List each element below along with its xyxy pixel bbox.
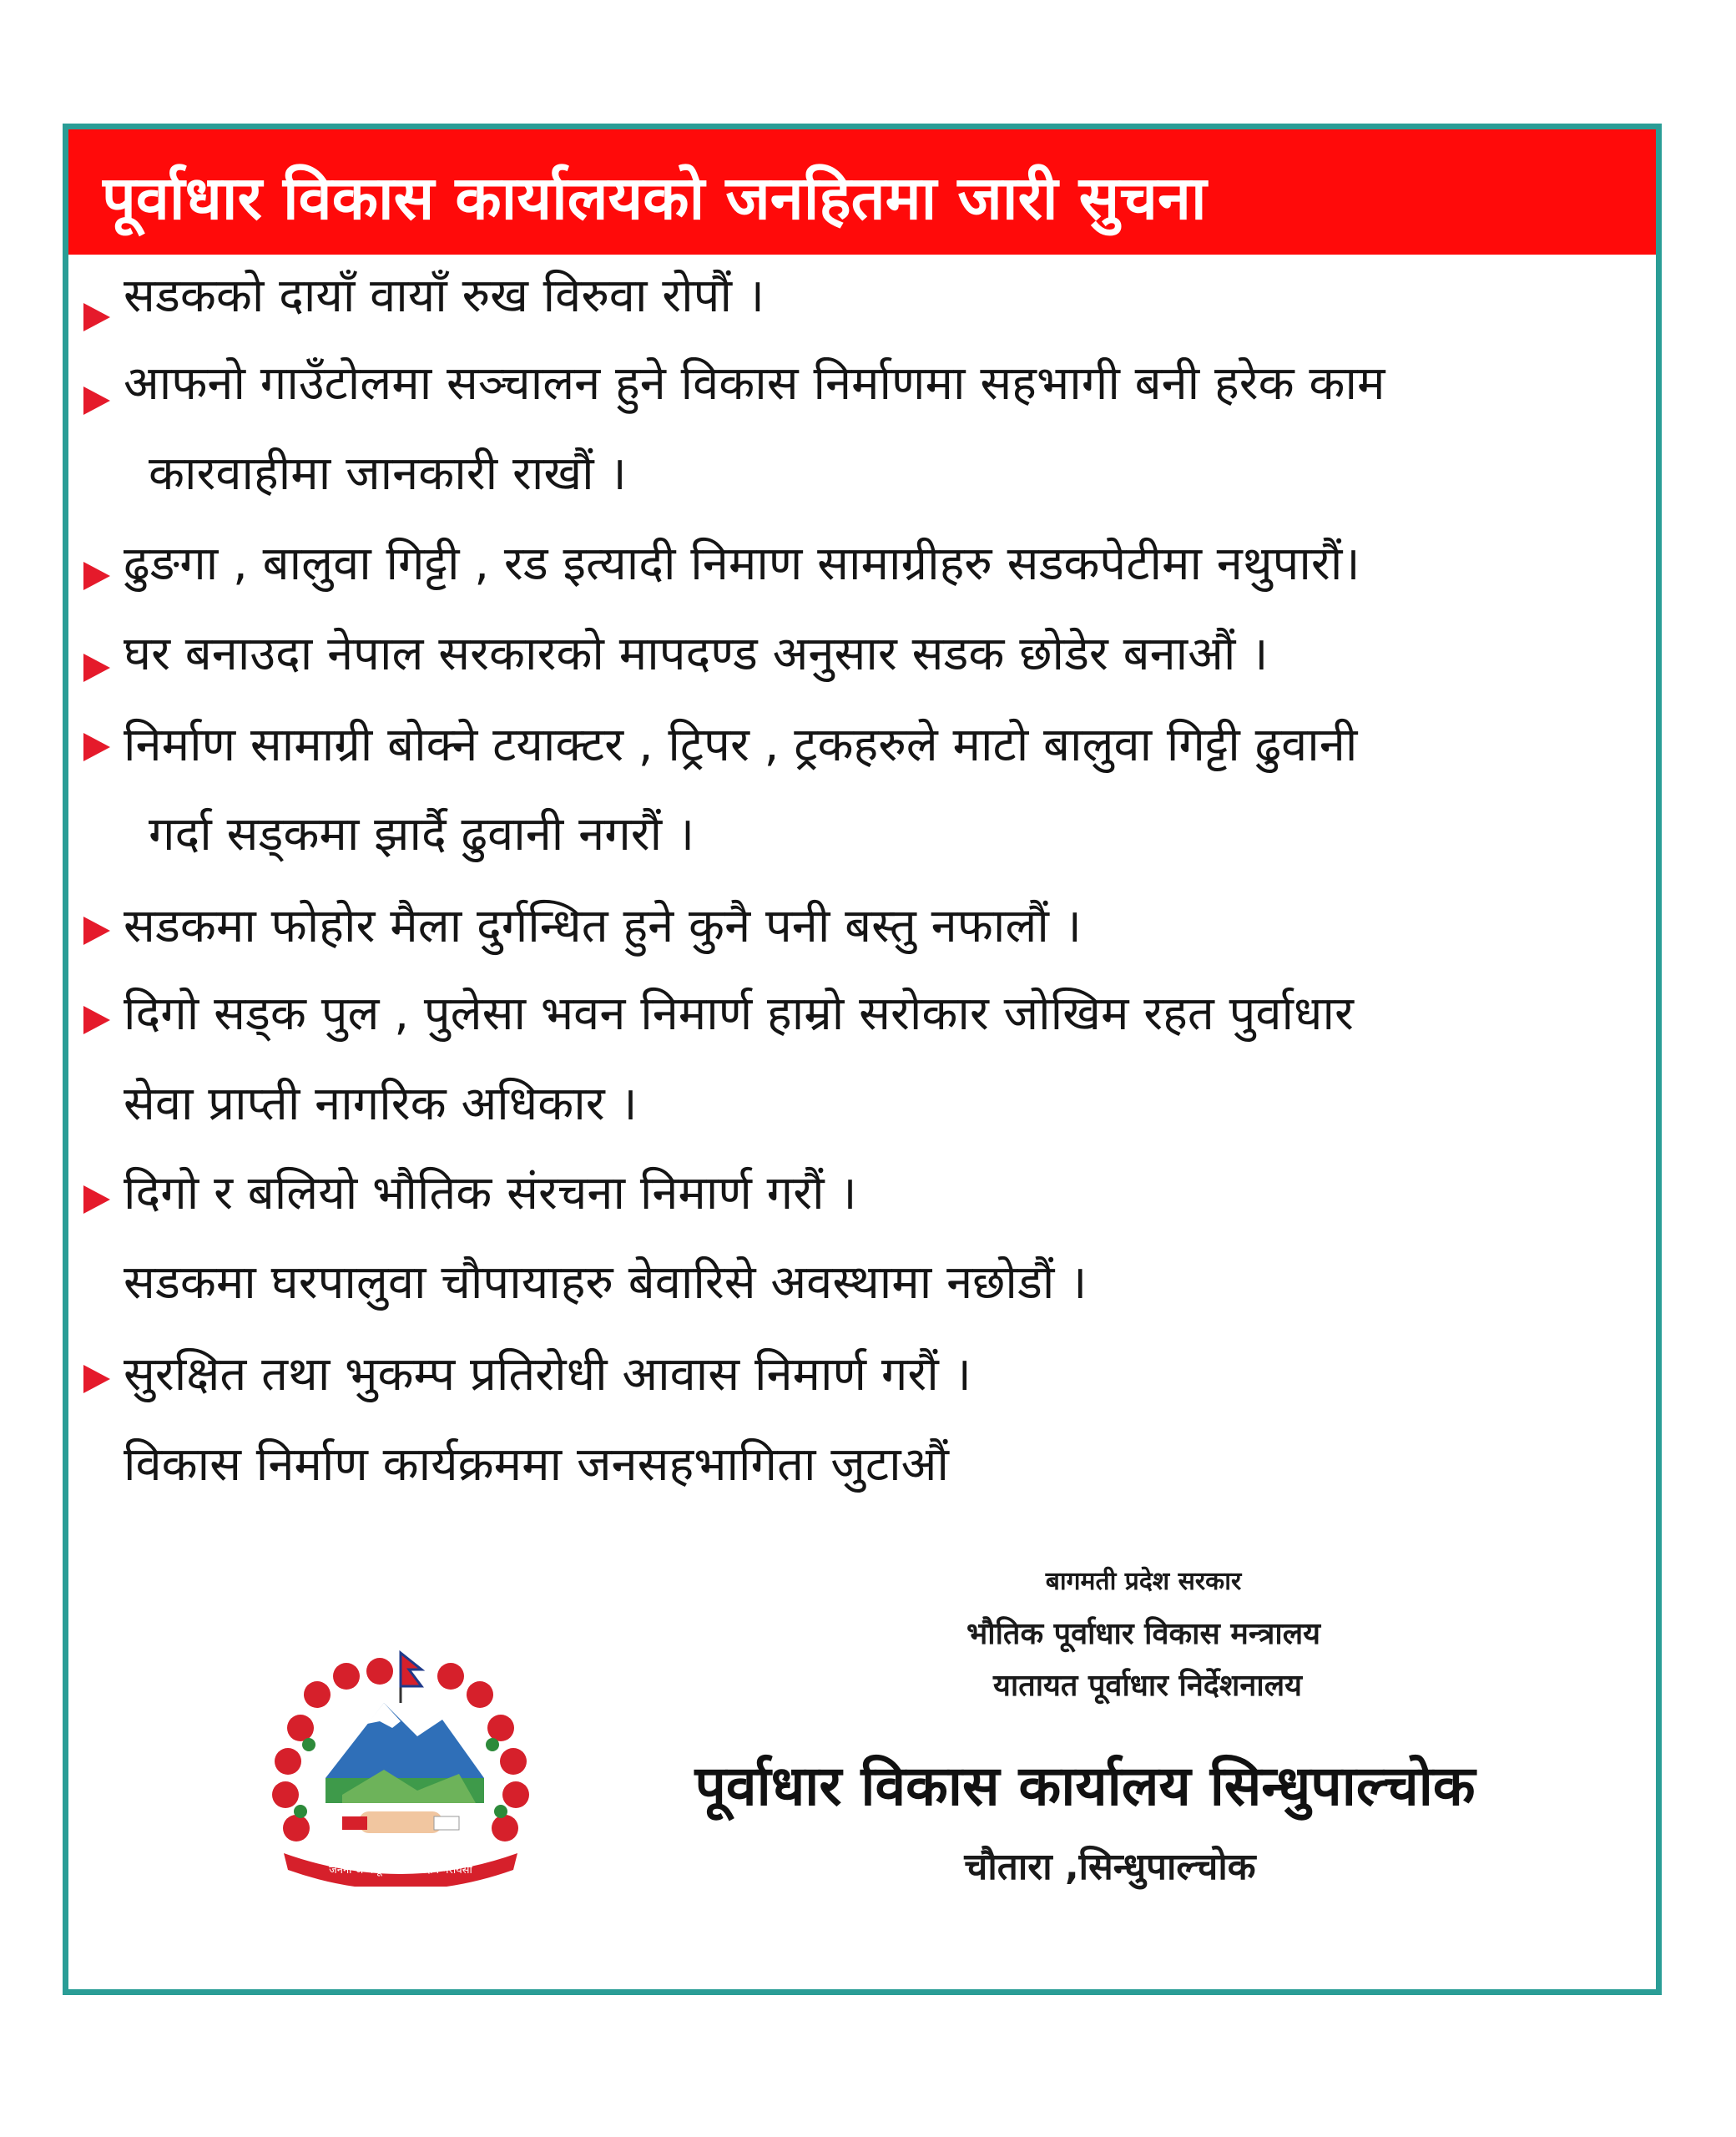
- mountain-icon: [326, 1703, 484, 1803]
- nepal-emblem: [250, 1644, 551, 1887]
- directorate-name: यातायत पूर्वाधार निर्देशनालय: [993, 1669, 1302, 1703]
- bullet-icon: [83, 303, 110, 331]
- bullet-icon: [83, 386, 110, 415]
- notice-line-6: सडकमा फोहोर मैला दुर्गन्धित हुने कुनै पनी बस्तु नफालौं ।: [124, 899, 1082, 953]
- notice-line-10: सुरक्षित तथा भुकम्प प्रतिरोधी आवास निमार्ण गरौं ।: [124, 1347, 971, 1402]
- notice-line-3: ढुङगा , बालुवा गिट्टी , रड इत्यादी निमाण सामाग्रीहरु सडकपेटीमा नथुपारौं।: [124, 537, 1360, 591]
- nepal-flag-icon: [401, 1653, 421, 1703]
- handshake-icon: [342, 1811, 459, 1833]
- bullet-icon: [83, 917, 110, 945]
- notice-line-1: सडकको दायाँ वायाँ रुख विरुवा रोपौं ।: [124, 269, 765, 323]
- notice-line-4: घर बनाउदा नेपाल सरकारको मापदण्ड अनुसार सडक छोडेर बनाऔं ।: [124, 627, 1269, 681]
- office-name: पूर्वाधार विकास कार्यालय सिन्धुपाल्चोक: [694, 1754, 1476, 1818]
- header-banner: [68, 129, 1656, 255]
- emblem-motto: जननी जन्मभूमिश्च स्वर्गादपि गरीयसी: [329, 1864, 472, 1877]
- notice-line-2: आफनो गाउँटोलमा सञ्चालन हुने विकास निर्माणमा सहभागी बनी हरेक काम: [124, 356, 1385, 411]
- notice-line-7-cont: सेवा प्राप्ती नागरिक अधिकार ।: [124, 1077, 638, 1131]
- notice-title: पूर्वाधार विकास कार्यालयको जनहितमा जारी सुचना: [102, 163, 1207, 233]
- bullet-icon: [83, 1185, 110, 1214]
- office-address: चौतारा ,सिन्धुपाल्चोक: [964, 1846, 1256, 1888]
- notice-line-11: विकास निर्माण कार्यक्रममा जनसहभागिता जुटाऔं: [124, 1437, 949, 1492]
- notice-line-5-cont: गर्दा सड्कमा झार्दै ढुवानी नगरौं ।: [149, 807, 695, 861]
- ministry-name: भौतिक पूर्वाधार विकास मन्त्रालय: [966, 1617, 1321, 1651]
- province-name: बागमती प्रदेश सरकार: [1045, 1567, 1242, 1596]
- bullet-icon: [83, 654, 110, 682]
- notice-line-5: निर्माण सामाग्री बोक्ने टयाक्टर , ट्रिपर , ट्रकहरुले माटो बालुवा गिट्टी ढुवानी: [124, 718, 1358, 772]
- notice-line-7: दिगो सड्क पुल , पुलेसा भवन निमार्ण हाम्रो सरोकार जोखिम रहत पुर्वाधार: [124, 987, 1354, 1041]
- bullet-icon: [83, 562, 110, 590]
- bullet-icon: [83, 1006, 110, 1034]
- notice-line-2-cont: कारवाहीमा जानकारी राखौं ।: [149, 447, 627, 501]
- bullet-icon: [83, 1365, 110, 1393]
- bullet-icon: [83, 733, 110, 761]
- notice-line-8: दिगो र बलियो भौतिक संरचना निमार्ण गरौं ।: [124, 1166, 857, 1220]
- notice-line-9: सडकमा घरपालुवा चौपायाहरु बेवारिसे अवस्थामा नछोडौं ।: [124, 1255, 1088, 1310]
